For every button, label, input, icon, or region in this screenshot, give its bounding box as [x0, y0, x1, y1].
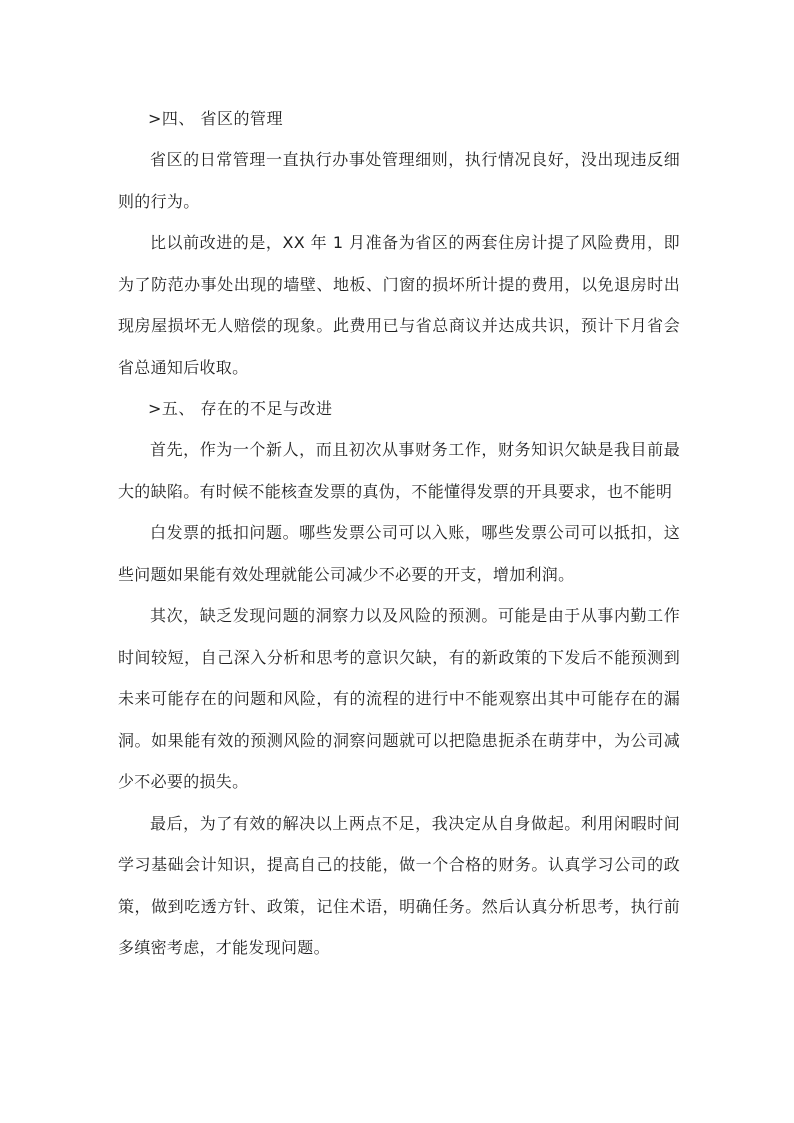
paragraph-shortcoming-invoices: 白发票的抵扣问题。哪些发票公司可以入账，哪些发票公司可以抵扣，这些问题如果能有效处理就能公司减少不必要的开支，增加利润。: [118, 523, 680, 584]
section-heading-management: >四、 省区的管理: [148, 109, 283, 128]
paragraph-improvement-plan: 最后，为了有效的解决以上两点不足，我决定从自身做起。利用闲暇时间学习基础会计知识，提高自己的技能，做一个合格的财务。认真学习公司的政策，做到吃透方针、政策，记住术语，明确任务。然后认真分析思考，执行前多缜密考虑，才能发现问题。: [118, 813, 680, 957]
document-body: [118, 98, 680, 969]
paragraph-management-rules: 省区的日常管理一直执行办事处管理细则，执行情况良好，没出现违反细则的行为。: [118, 150, 680, 211]
paragraph-shortcoming-knowledge: 首先，作为一个新人，而且初次从事财务工作，财务知识欠缺是我目前最大的缺陷。有时候不能核查发票的真伪，不能懂得发票的开具要求，也不能明: [118, 440, 680, 501]
paragraph-management-improvement: 比以前改进的是，XX 年 1 月准备为省区的两套住房计提了风险费用，即为了防范办事处出现的墙壁、地板、门窗的损坏所计提的费用，以免退房时出现房屋损坏无人赔偿的现象。此费用已与省总商议并达成共识，预计下月省会省总通知后收取。: [118, 233, 680, 377]
section-heading-shortcomings: >五、 存在的不足与改进: [148, 399, 333, 418]
paragraph-shortcoming-insight: 其次，缺乏发现问题的洞察力以及风险的预测。可能是由于从事内勤工作时间较短，自己深入分析和思考的意识欠缺，有的新政策的下发后不能预测到未来可能存在的问题和风险，有的流程的进行中不能观察出其中可能存在的漏洞。如果能有效的预测风险的洞察问题就可以把隐患扼杀在萌芽中，为公司减少不必要的损失。: [118, 606, 680, 791]
